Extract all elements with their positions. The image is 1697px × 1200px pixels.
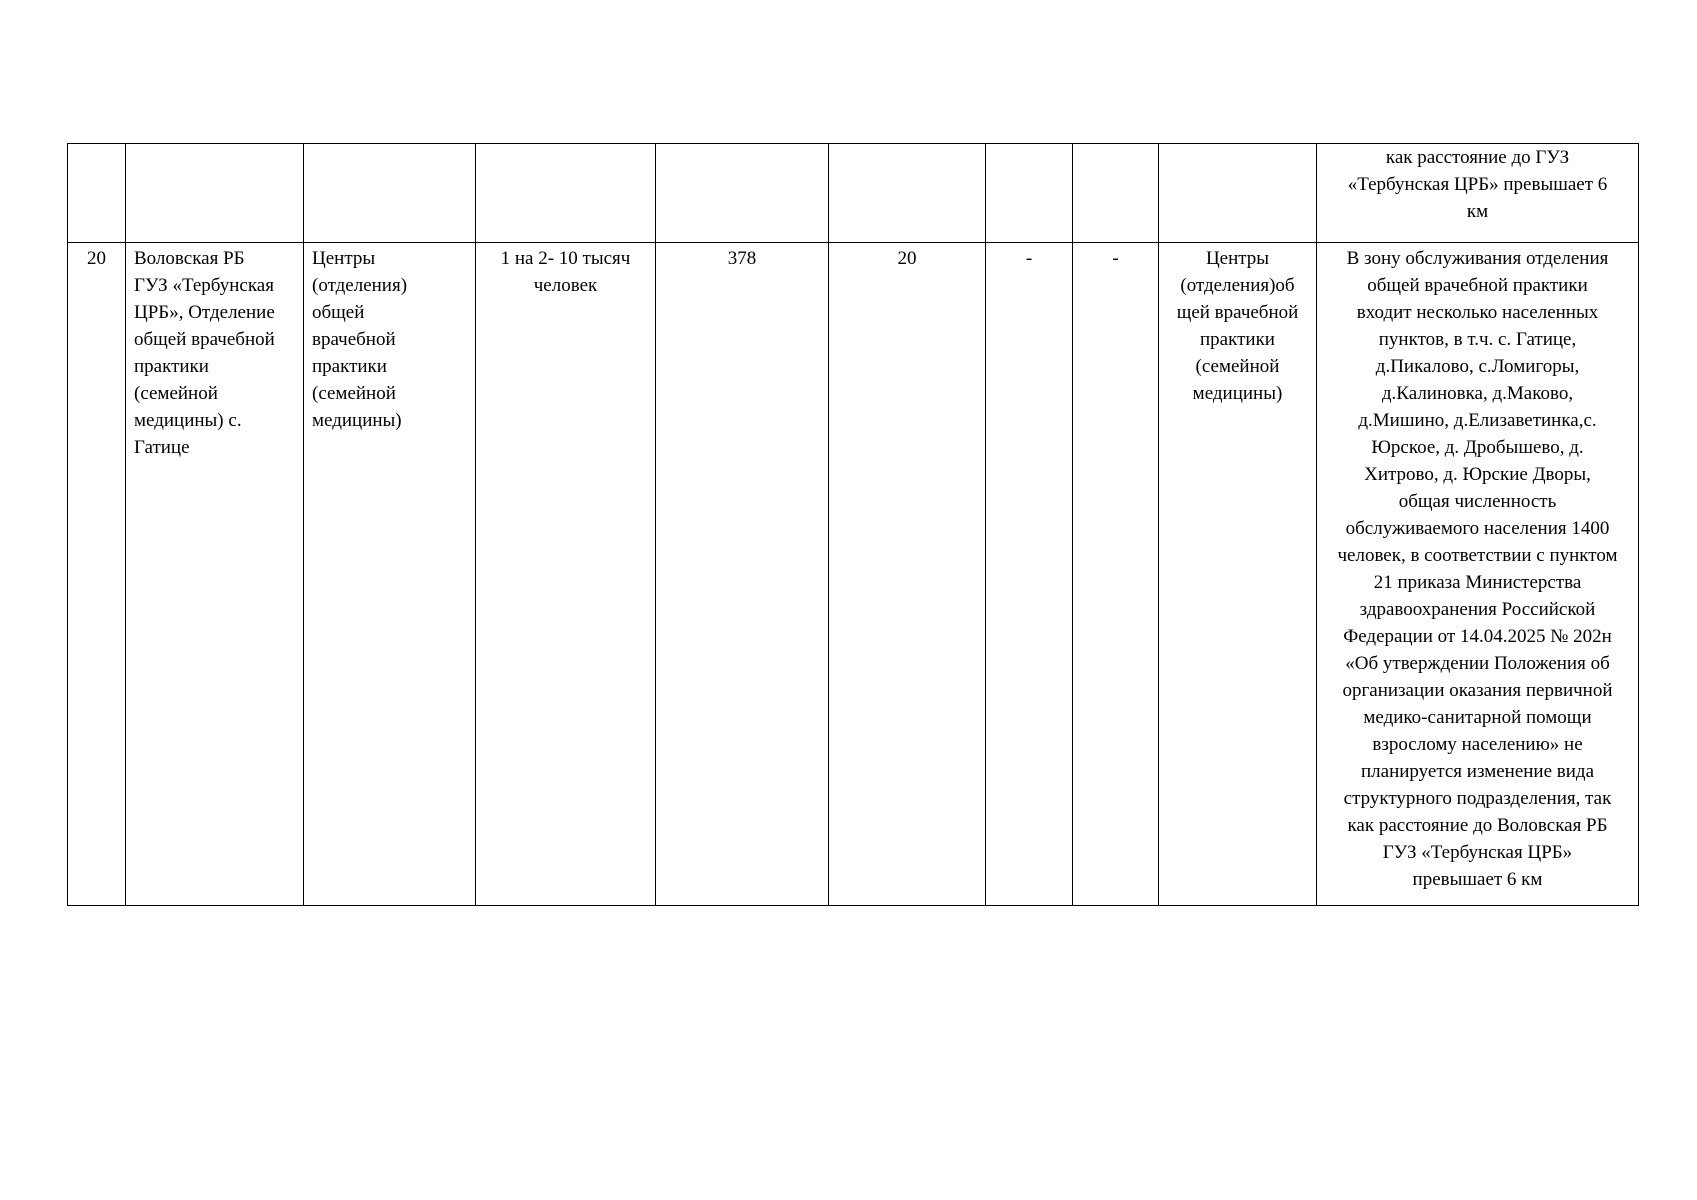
row-number: 20 — [87, 248, 106, 269]
cell-col7 — [986, 243, 1073, 906]
cell-distance — [829, 243, 986, 906]
col7-value: - — [1025, 248, 1033, 269]
cell-col7 — [986, 144, 1073, 243]
cell-organization — [126, 243, 304, 906]
facilities-table — [67, 143, 1639, 906]
table-row-continuation — [68, 144, 1639, 243]
cell-planned-type — [1159, 144, 1317, 243]
type-text: Центры (отделения) общей врачебной практики (семейной медицины) — [312, 248, 408, 431]
organization-text: Воловская РБ ГУЗ «Тербунская ЦРБ», Отделение общей врачебной практики (семейной медицины) с. Гатице — [134, 248, 275, 458]
note-text: В зону обслуживания отделения общей врачебной практики входит несколько населенных пунктов, в т.ч. с. Гатице, д.Пикалово, с.Ломигоры, д.Калиновка, д.Маково, д.Мишино, д.Елизаветинка,с. Юрское, д. Дробышево, д. Хитрово, д. Юрские Дворы, общая численность обслуживаемого населения 1400 человек, в соответствии с пунктом 21 приказа Министерства здравоохранения Российской Федерации от 14.04.2025 № 202н «Об утверждении Положения об организации оказания первичной медико-санитарной помощи взрослому населению» не планируется изменение вида структурного подразделения, так как расстояние до Воловская РБ ГУЗ «Тербунская ЦРБ» превышает 6 км — [1337, 248, 1618, 890]
cell-organization — [126, 144, 304, 243]
planned-type-text: Центры (отделения)об щей врачебной практики (семейной медицины) — [1176, 248, 1299, 404]
cell-norm — [476, 243, 656, 906]
distance-value: 20 — [897, 248, 917, 269]
cell-type — [304, 243, 476, 906]
table-row — [68, 243, 1639, 906]
population-value: 378 — [727, 248, 757, 269]
cell-distance — [829, 144, 986, 243]
cell-population — [656, 144, 829, 243]
cell-note — [1317, 144, 1639, 243]
note-text: как расстояние до ГУЗ «Тербунская ЦРБ» превышает 6 км — [1347, 147, 1608, 222]
cell-planned-type — [1159, 243, 1317, 906]
cell-type — [304, 144, 476, 243]
cell-number — [68, 243, 126, 906]
cell-note — [1317, 243, 1639, 906]
cell-col8 — [1073, 144, 1159, 243]
cell-col8 — [1073, 243, 1159, 906]
cell-norm — [476, 144, 656, 243]
norm-text: 1 на 2- 10 тысяч человек — [500, 248, 631, 296]
col8-value: - — [1112, 248, 1119, 269]
cell-number — [68, 144, 126, 243]
cell-population — [656, 243, 829, 906]
